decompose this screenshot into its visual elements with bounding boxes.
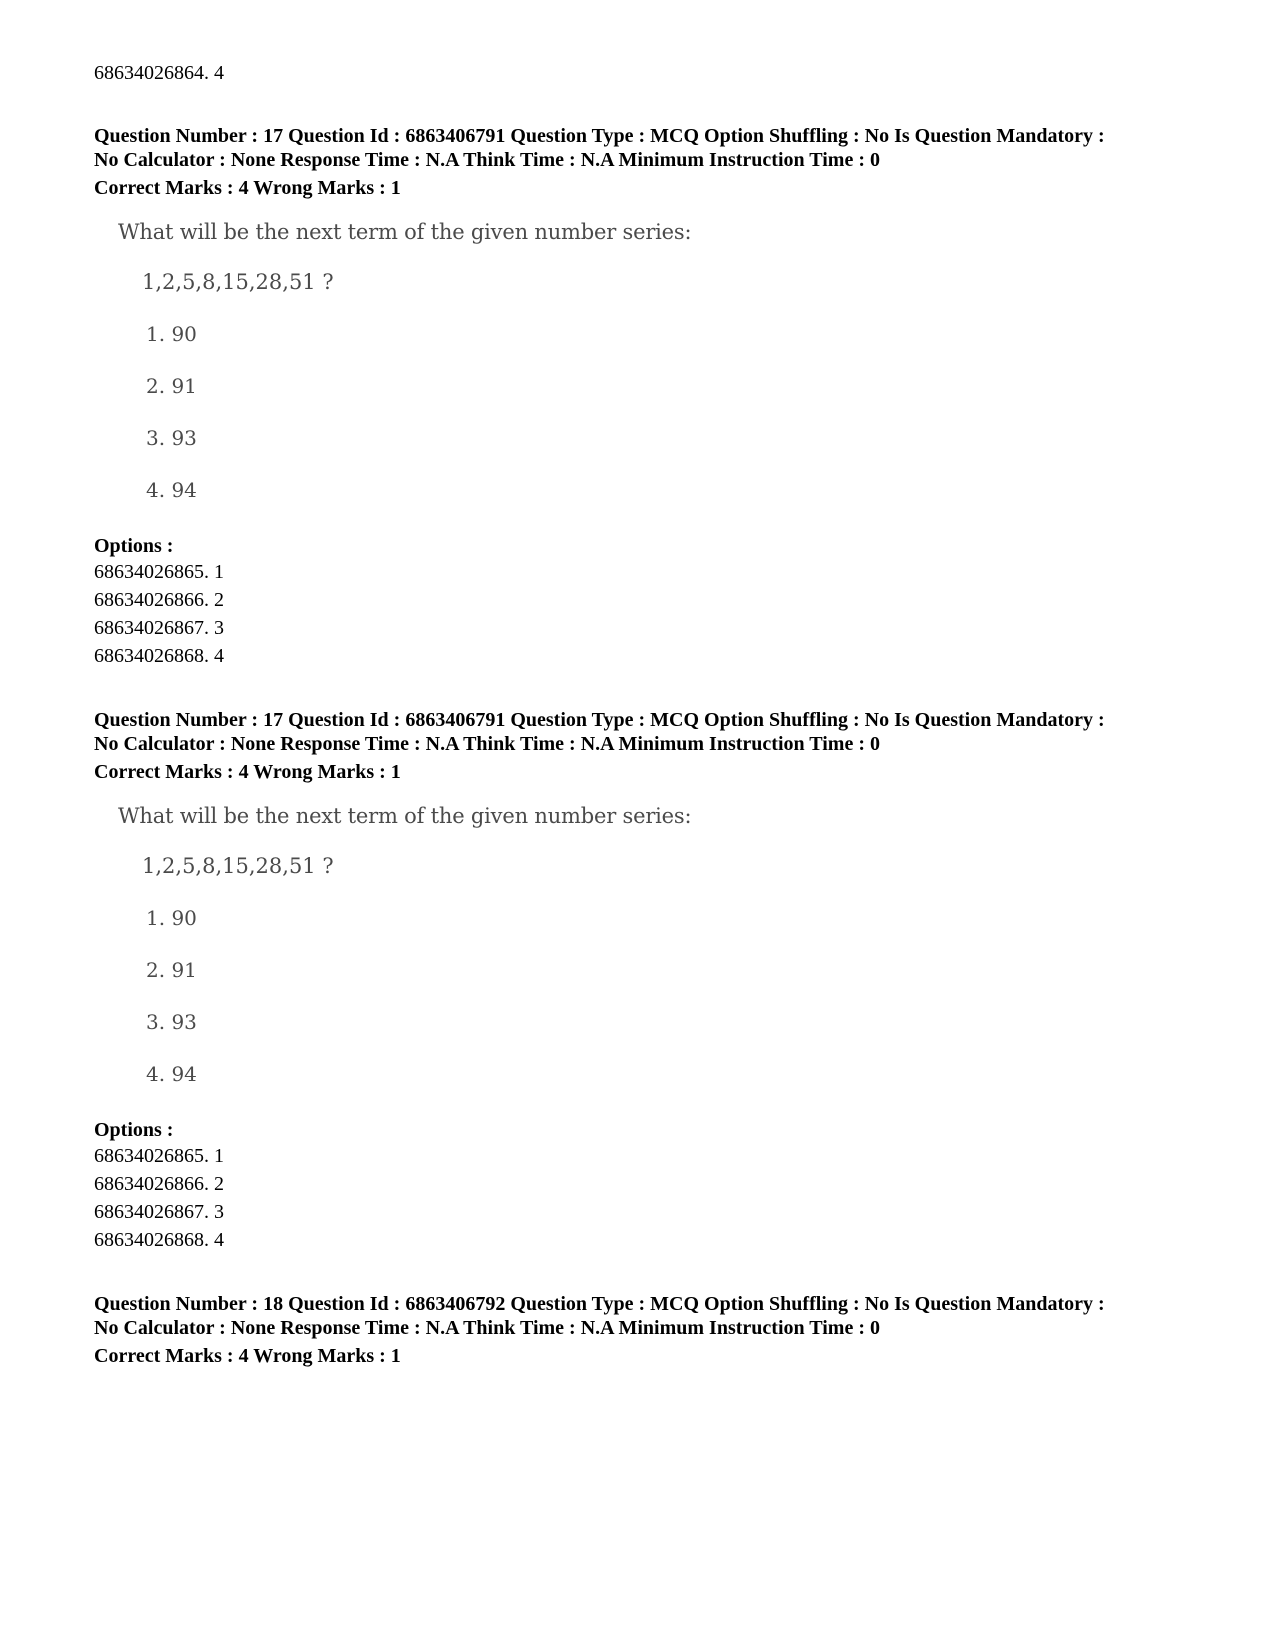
question-marks: Correct Marks : 4 Wrong Marks : 1 xyxy=(94,761,401,783)
option-line: 68634026865. 1 xyxy=(94,561,224,583)
question-meta xyxy=(94,708,1194,784)
option-line: 68634026866. 2 xyxy=(94,1173,224,1195)
question-meta-line: Question Number : 17 Question Id : 6863406791 Question Type : MCQ Option Shuffling : No Is Question Mandatory : xyxy=(94,709,1105,731)
option-line: 68634026868. 4 xyxy=(94,645,224,667)
choice-item: 1. 90 xyxy=(146,322,197,346)
choice-item: 2. 91 xyxy=(146,958,197,982)
option-line: 68634026867. 3 xyxy=(94,617,224,639)
question-meta-line: No Calculator : None Response Time : N.A Think Time : N.A Minimum Instruction Time : 0 xyxy=(94,149,880,171)
question-marks: Correct Marks : 4 Wrong Marks : 1 xyxy=(94,1345,401,1367)
option-line: 68634026865. 1 xyxy=(94,1145,224,1167)
question-text: What will be the next term of the given number series: xyxy=(118,804,692,828)
document-page xyxy=(94,0,1194,1651)
option-line: 68634026868. 4 xyxy=(94,1229,224,1251)
option-line: 68634026864. 4 xyxy=(94,62,224,84)
question-meta-line: Question Number : 18 Question Id : 6863406792 Question Type : MCQ Option Shuffling : No Is Question Mandatory : xyxy=(94,1293,1105,1315)
question-image xyxy=(118,220,692,520)
question-meta xyxy=(94,124,1194,200)
number-series: 1,2,5,8,15,28,51 ? xyxy=(142,854,334,878)
options-label: Options : xyxy=(94,535,174,557)
option-line: 68634026867. 3 xyxy=(94,1201,224,1223)
choice-item: 3. 93 xyxy=(146,426,197,450)
question-text: What will be the next term of the given number series: xyxy=(118,220,692,244)
question-block xyxy=(94,1292,1194,1368)
question-block xyxy=(94,124,1194,670)
question-image xyxy=(118,804,692,1104)
options-label: Options : xyxy=(94,1119,174,1141)
question-meta-line: No Calculator : None Response Time : N.A Think Time : N.A Minimum Instruction Time : 0 xyxy=(94,733,880,755)
options-list xyxy=(94,1142,1194,1254)
option-line: 68634026866. 2 xyxy=(94,589,224,611)
choice-item: 4. 94 xyxy=(146,1062,197,1086)
question-meta-line: No Calculator : None Response Time : N.A Think Time : N.A Minimum Instruction Time : 0 xyxy=(94,1317,880,1339)
question-meta-line: Question Number : 17 Question Id : 6863406791 Question Type : MCQ Option Shuffling : No Is Question Mandatory : xyxy=(94,125,1105,147)
choice-item: 4. 94 xyxy=(146,478,197,502)
choice-item: 2. 91 xyxy=(146,374,197,398)
question-block xyxy=(94,708,1194,1254)
question-meta xyxy=(94,1292,1194,1368)
choice-item: 1. 90 xyxy=(146,906,197,930)
number-series: 1,2,5,8,15,28,51 ? xyxy=(142,270,334,294)
question-marks: Correct Marks : 4 Wrong Marks : 1 xyxy=(94,177,401,199)
choice-item: 3. 93 xyxy=(146,1010,197,1034)
options-list xyxy=(94,558,1194,670)
